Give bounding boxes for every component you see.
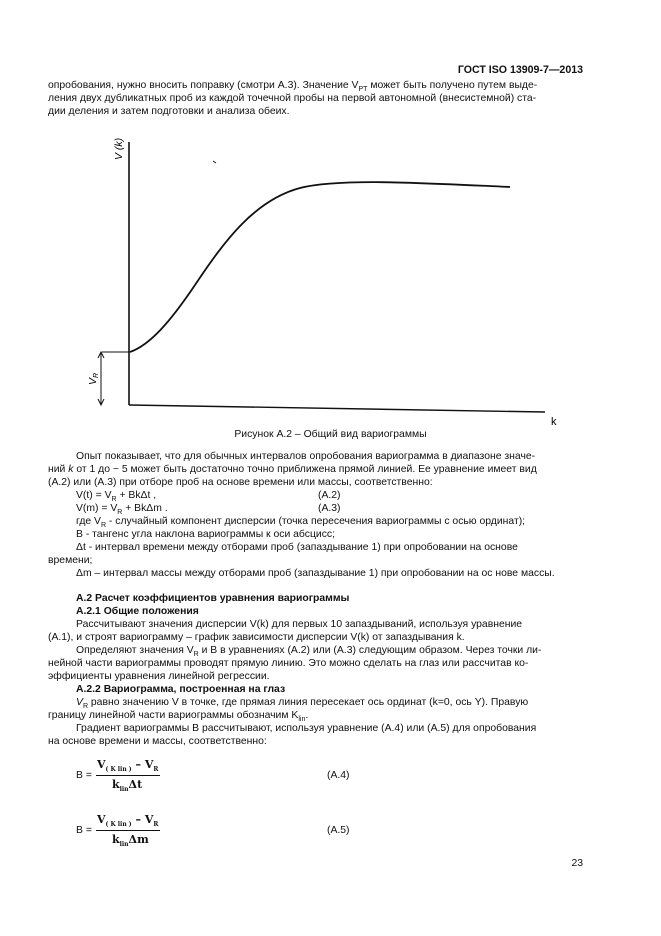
intro-line-2: ления двух дубликатных проб из каждой точечной пробы на первой автономной (внесистемной) ста- [48,93,537,104]
a21-text: Определяют значения V [76,645,194,656]
y-axis-label [113,138,125,160]
section-a21-heading: А.2.1 Общие положения [76,606,199,617]
where-vr-sub: R [100,522,107,530]
eq-a2-rhs: + BkΔt , [116,490,157,501]
where-dt-1: Δt - интервал времени между отборами проб (запаздывание 1) при опробовании на основе [76,542,518,553]
f-a5-sub: ( K lin ) [105,821,132,829]
where-dm: Δm – интервал массы между отборами проб (запаздывание 1) при опробовании на ос нове массы. [76,568,555,579]
a22-line-3: Градиент вариограммы В рассчитывают, используя уравнение (А.4) или (А.5) для опробования [76,723,537,734]
eq-a3-rhs: + BkΔm . [122,503,168,514]
formula-a4-lhs: В = [76,770,92,781]
f-a4-minus: – [131,758,145,771]
f-a4-v: V [97,758,106,771]
f-a4-den-rest: Δt [128,778,143,791]
p1-line-1: Опыт показывает, что для обычных интервалов опробования вариограмма в диапазоне значе- [76,451,536,462]
where-b: В - тангенс угла наклона вариограммы к оси абсцисс; [76,529,335,540]
a22-tail: равно значению V в точке, где прямая линия пересекает ось ординат (k=0, ось Y). Правую [88,697,529,708]
where-vr-text: где V [76,516,101,527]
a22-l2-tail: . [305,710,309,721]
p1-text-tail: от 1 до ~ 5 может быть достаточно точно приближена прямой линией. Ее уравнение имеет вид [73,464,537,475]
f-a4-k: k [112,778,120,791]
f-a5-minus: – [131,813,145,826]
p1-line-2 [48,464,585,477]
f-a5-v: V [97,813,106,826]
figure-mark [213,161,216,163]
a22-v: V [76,697,83,708]
a22-sub: R [82,703,88,711]
f-a5-den-rest: Δm [128,833,149,846]
page-number: 23 [571,858,583,869]
formula-a4-denominator [112,779,142,797]
eq-a3-lhs: V(m) = V [76,503,118,514]
vr-label [87,373,100,385]
p1-line-3: (А.2) или (А.3) при отборе проб на основе времени или массы, соответственно: [48,477,433,488]
a22-line-4: на основе времени и массы, соответственно: [48,736,267,747]
intro-text: опробования, нужно вносить поправку (смотри А.3). Значение V [48,80,359,91]
formula-a5-label: (А.5) [327,825,350,836]
p1-k: k [68,464,74,475]
equation-a2-number: (А.2) [318,490,341,501]
intro-subscript: PT [358,86,368,94]
where-dt-2: времени; [48,555,93,566]
vr-label-v: V [87,377,99,385]
variogram-curve [130,182,510,352]
formula-a5-bar [96,830,160,831]
x-axis-label: k [551,416,557,428]
formula-a5-lhs: В = [76,825,92,836]
a21-tail: и В в уравнениях (А.2) или (А.3) следующим образом. Через точки ли- [198,645,542,656]
eq-a2-lhs: V(t) = V [76,490,112,501]
intro-text-tail: может быть получено путем выде- [367,80,538,91]
document-header: ГОСТ ISO 13909-7—2013 [457,64,583,76]
f-a5-v2: V [144,813,154,826]
a21-sub: R [193,651,199,659]
variogram-figure [0,0,661,440]
y-axis-label-text: V (k) [113,137,125,160]
x-axis [129,405,545,412]
where-vr-tail: - случайный компонент дисперсии (точка пересечения вариограммы с осью ординат); [106,516,526,527]
f-a5-sub2: R [153,821,159,829]
vr-label-sub: R [93,372,100,378]
svg-text:VR [87,373,100,385]
eq-a3-sub: R [117,509,123,517]
f-a5-k: k [112,833,120,846]
figure-caption: Рисунок А.2 – Общий вид вариограммы [234,429,427,440]
intro-line-3: дии деления и затем подготовки и анализа обеих. [48,106,290,117]
f-a4-den-sub: lin [119,786,129,794]
formula-a5-denominator [112,834,149,852]
equation-a3-number: (А.3) [318,503,341,514]
f-a4-sub2: R [153,766,159,774]
eq-a2-sub: R [111,496,117,504]
a21-line-5: эффициенты уравнения линейной регрессии. [48,671,270,682]
a21-line-4: нейной части вариограммы проводят прямую линию. Это можно сделать на глаз или рассчитав ко- [48,658,529,669]
a22-l2-text: границу линейной части вариограммы обозначим K [48,710,299,721]
a21-line-2: (А.1), и строят вариограмму – график зависимости дисперсии V(k) от запаздывания k. [48,632,465,643]
section-a22-heading: А.2.2 Вариограмма, построенная на глаз [76,684,286,695]
f-a5-den-sub: lin [119,841,129,849]
formula-a4-bar [96,775,160,776]
f-a4-v2: V [144,758,154,771]
p1-text: ний [48,464,69,475]
formula-a4-label: (А.4) [327,770,350,781]
f-a4-sub: ( K lin ) [105,766,132,774]
a22-l2-sub: lin [298,716,306,724]
section-a2-heading: А.2 Расчет коэффициентов уравнения вариограммы [76,593,350,604]
a21-line-1: Рассчитывают значения дисперсии V(k) для первых 10 запаздываний, используя уравнение [76,619,523,630]
